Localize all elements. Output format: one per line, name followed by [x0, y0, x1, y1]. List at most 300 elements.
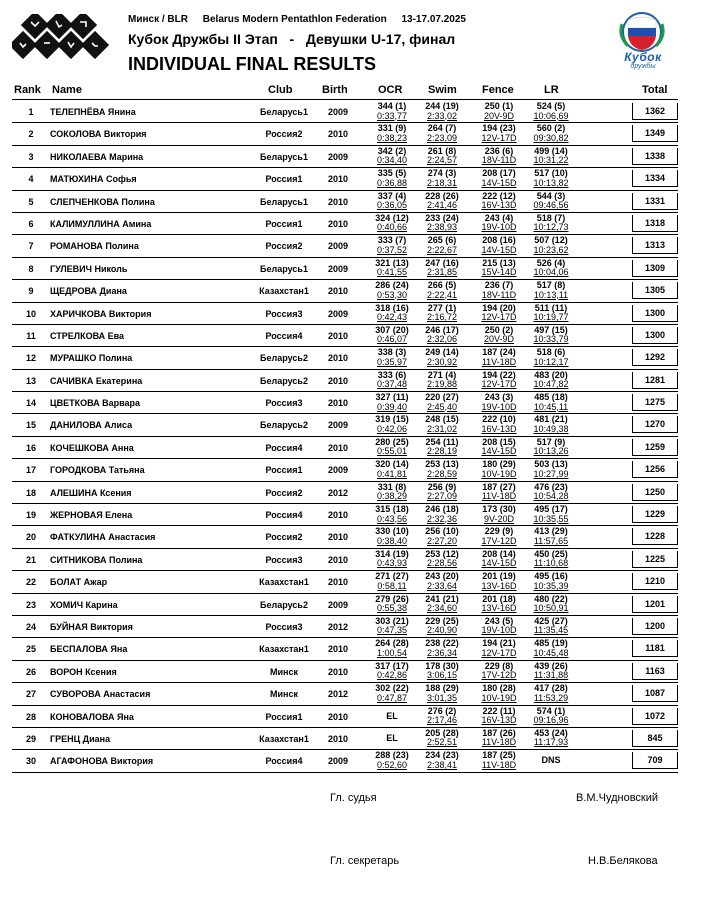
- club-cell: Беларусь2: [260, 599, 308, 610]
- swim-result: 2:28,56: [426, 558, 458, 569]
- total-cell: 845: [632, 730, 678, 747]
- ocr-points: 307 (20): [375, 324, 409, 335]
- rank-cell: 19: [25, 510, 36, 521]
- lr-cell: DNS: [541, 755, 561, 766]
- total-cell: 1229: [632, 506, 678, 523]
- rank-cell: 26: [25, 666, 36, 677]
- ocr-points: 319 (15): [375, 414, 409, 425]
- rank-cell: 23: [25, 599, 36, 610]
- swim-points: 253 (12): [425, 548, 459, 559]
- athlete-name: БОЛАТ Ажар: [50, 577, 108, 588]
- fence-points: 187 (26): [482, 727, 516, 738]
- lr-result: 10:13,26: [533, 446, 569, 457]
- lr-cell: [520, 169, 582, 188]
- fence-result: 14V-15D: [481, 446, 517, 457]
- ocr-points: 333 (7): [377, 235, 407, 246]
- fence-points: 208 (16): [482, 235, 516, 246]
- swim-points: 265 (6): [427, 235, 457, 246]
- ocr-points: 288 (23): [375, 750, 409, 761]
- athlete-name: РОМАНОВА Полина: [50, 241, 139, 252]
- swim-points: 253 (13): [425, 459, 459, 470]
- ocr-result: 0:38,40: [376, 535, 408, 546]
- swim-result: 2:28,19: [426, 446, 458, 457]
- birth-cell: 2009: [327, 756, 349, 767]
- fence-points: 243 (4): [484, 212, 514, 223]
- fence-result: 11V-18D: [481, 491, 517, 502]
- swim-points: 274 (3): [427, 168, 457, 179]
- col-name: Name: [52, 84, 82, 96]
- swim-points: 205 (28): [425, 727, 459, 738]
- swim-cell: [411, 751, 473, 770]
- total-cell: 1201: [632, 596, 678, 613]
- table-row: [12, 325, 678, 347]
- fence-result: 12V-17D: [481, 647, 517, 658]
- birth-cell: 2010: [327, 711, 349, 722]
- pentathlon-logo-icon: [12, 14, 110, 62]
- lr-cell: [520, 102, 582, 121]
- swim-result: 2:19,88: [426, 379, 458, 390]
- rank-cell: 6: [28, 218, 34, 229]
- header-meta: [128, 14, 478, 25]
- header-rule: [12, 99, 678, 100]
- lr-points: 574 (1): [536, 705, 566, 716]
- athlete-name: СИТНИКОВА Полина: [50, 554, 143, 565]
- total-cell: 1349: [632, 125, 678, 142]
- swim-points: 246 (17): [425, 324, 459, 335]
- lr-cell: [520, 348, 582, 367]
- club-cell: Казахстан1: [259, 644, 309, 655]
- rank-cell: 2: [28, 129, 34, 140]
- club-cell: Россия1: [265, 174, 303, 185]
- fence-points: 222 (11): [482, 705, 516, 716]
- total-cell: 1281: [632, 372, 678, 389]
- swim-cell: [411, 393, 473, 412]
- club-cell: Казахстан1: [259, 577, 309, 588]
- lr-cell: [520, 527, 582, 546]
- rank-cell: 30: [25, 756, 36, 767]
- club-cell: Россия3: [265, 308, 303, 319]
- lr-cell: [520, 371, 582, 390]
- swim-cell: [411, 304, 473, 323]
- birth-cell: 2009: [327, 151, 349, 162]
- ocr-points: 315 (18): [375, 504, 409, 515]
- col-ocr: OCR: [378, 84, 403, 96]
- lr-points: 544 (3): [536, 190, 566, 201]
- swim-cell: [411, 192, 473, 211]
- swim-points: 220 (27): [425, 392, 459, 403]
- lr-points: 481 (21): [534, 414, 568, 425]
- swim-result: 2:32,06: [426, 334, 458, 345]
- total-cell: 1331: [632, 193, 678, 210]
- swim-result: 2:31,02: [426, 423, 458, 434]
- swim-points: 228 (26): [425, 190, 459, 201]
- ocr-result: 0:42,86: [376, 670, 408, 681]
- swim-cell: [411, 169, 473, 188]
- total-cell: 1300: [632, 327, 678, 344]
- lr-result: 10:47,82: [533, 379, 569, 390]
- total-cell: 1200: [632, 618, 678, 635]
- table-row: [12, 706, 678, 728]
- total-cell: 1318: [632, 215, 678, 232]
- total-cell: 1305: [632, 282, 678, 299]
- birth-cell: 2009: [327, 308, 349, 319]
- ocr-points: 314 (19): [375, 548, 409, 559]
- fence-points: 229 (8): [484, 660, 514, 671]
- ocr-result: 0:40,66: [376, 222, 408, 233]
- total-cell: 709: [632, 752, 678, 769]
- ocr-result: 0:36,88: [376, 177, 408, 188]
- rank-cell: 24: [25, 621, 36, 632]
- lr-points: 518 (6): [536, 347, 566, 358]
- table-row: [12, 414, 678, 436]
- fence-result: 11V-18D: [481, 737, 517, 748]
- swim-points: 256 (10): [425, 526, 459, 537]
- swim-result: 2:30,92: [426, 356, 458, 367]
- ocr-result: 0:47,87: [376, 692, 408, 703]
- lr-points: 495 (17): [534, 504, 568, 515]
- birth-cell: 2010: [327, 286, 349, 297]
- fence-result: 19V-10D: [481, 222, 517, 233]
- athlete-name: ГОРОДКОВА Татьяна: [50, 465, 145, 476]
- ocr-points: 321 (13): [375, 257, 409, 268]
- club-cell: Минск: [270, 666, 298, 677]
- lr-points: 560 (2): [536, 123, 566, 134]
- rank-cell: 17: [25, 465, 36, 476]
- table-row: [12, 750, 678, 772]
- swim-points: 271 (4): [427, 369, 457, 380]
- ocr-points: 342 (2): [377, 145, 407, 156]
- swim-cell: [411, 572, 473, 591]
- lr-result: 10:23,62: [533, 244, 569, 255]
- lr-result: 10:50,91: [533, 603, 569, 614]
- rank-cell: 9: [28, 286, 34, 297]
- swim-cell: [411, 550, 473, 569]
- table-row: [12, 437, 678, 459]
- swim-points: 261 (8): [427, 145, 457, 156]
- swim-result: 2:33,64: [426, 580, 458, 591]
- athlete-name: ГРЕНЦ Диана: [50, 733, 111, 744]
- fence-result: 18V-11D: [481, 289, 517, 300]
- lr-result: 10:13,11: [533, 289, 569, 300]
- ocr-points: 302 (22): [375, 683, 409, 694]
- club-cell: Россия1: [265, 465, 303, 476]
- club-cell: Беларусь1: [260, 107, 308, 117]
- club-cell: Россия3: [265, 398, 303, 409]
- athlete-name: ДАНИЛОВА Алиса: [50, 420, 133, 431]
- swim-points: 188 (29): [425, 683, 459, 694]
- lr-cell: [520, 304, 582, 323]
- fence-result: 16V-13D: [481, 423, 517, 434]
- ocr-points: 286 (24): [375, 280, 409, 291]
- table-row: [12, 549, 678, 571]
- swim-points: 256 (9): [427, 481, 457, 492]
- rank-cell: 15: [25, 420, 36, 431]
- athlete-name: СУВОРОВА Анастасия: [50, 689, 151, 700]
- lr-points: 495 (16): [534, 571, 568, 582]
- lr-cell: [520, 729, 582, 748]
- header-dates: 13-17.07.2025: [401, 14, 466, 25]
- fence-result: 18V-11D: [481, 155, 517, 166]
- swim-cell: [411, 259, 473, 278]
- fence-points: 215 (13): [482, 257, 516, 268]
- ocr-cell: EL: [386, 732, 398, 743]
- lr-cell: [520, 415, 582, 434]
- swim-result: 2:33,02: [426, 110, 458, 121]
- birth-cell: 2010: [327, 666, 349, 677]
- lr-points: 413 (29): [534, 526, 568, 537]
- secretary-label: Гл. секретарь: [330, 855, 400, 867]
- swim-points: 266 (5): [427, 280, 457, 291]
- total-cell: 1087: [632, 685, 678, 702]
- fence-result: 16V-13D: [481, 715, 517, 726]
- club-cell: Россия2: [265, 487, 303, 498]
- fence-result: 17V-12D: [481, 670, 517, 681]
- fence-result: 10V-19D: [481, 468, 517, 479]
- col-rank: Rank: [14, 84, 41, 96]
- ocr-result: 0:34,40: [376, 155, 408, 166]
- swim-result: 2:38,93: [426, 222, 458, 233]
- swim-cell: [411, 147, 473, 166]
- lr-cell: [520, 595, 582, 614]
- ocr-result: 0:38,29: [376, 491, 408, 502]
- swim-result: 2:24,57: [426, 155, 458, 166]
- birth-cell: 2010: [327, 218, 349, 229]
- ocr-result: 0:37,52: [376, 244, 408, 255]
- total-cell: 1309: [632, 260, 678, 277]
- fence-points: 187 (25): [482, 750, 516, 761]
- rank-cell: 16: [25, 442, 36, 453]
- club-cell: Беларусь1: [260, 263, 308, 274]
- swim-result: 2:32,36: [426, 513, 458, 524]
- swim-cell: [411, 595, 473, 614]
- swim-cell: [411, 505, 473, 524]
- lr-points: 503 (13): [534, 459, 568, 470]
- swim-cell: [411, 460, 473, 479]
- table-row: [12, 213, 678, 235]
- swim-result: 2:16,72: [426, 312, 458, 323]
- lr-points: 450 (25): [534, 548, 568, 559]
- table-row: [12, 526, 678, 548]
- lr-points: 439 (26): [534, 660, 568, 671]
- athlete-name: КОНОВАЛОВА Яна: [50, 711, 134, 722]
- swim-result: 2:22,67: [426, 244, 458, 255]
- fence-result: 14V-15D: [481, 177, 517, 188]
- total-cell: 1338: [632, 148, 678, 165]
- fence-points: 180 (29): [482, 459, 516, 470]
- fence-result: 16V-13D: [481, 200, 517, 211]
- fence-points: 187 (24): [482, 347, 516, 358]
- swim-cell: [411, 326, 473, 345]
- ocr-points: 320 (14): [375, 459, 409, 470]
- lr-result: 10:35,55: [533, 513, 569, 524]
- lr-result: 10:33,79: [533, 334, 569, 345]
- ocr-points: 337 (4): [377, 190, 407, 201]
- total-cell: 1300: [632, 305, 678, 322]
- lr-points: 497 (15): [534, 324, 568, 335]
- ocr-result: 0:46,07: [376, 334, 408, 345]
- ocr-points: 324 (12): [375, 212, 409, 223]
- athlete-name: ХОМИЧ Карина: [50, 599, 118, 610]
- club-cell: Россия2: [265, 129, 303, 140]
- ocr-result: 0:36,05: [376, 200, 408, 211]
- lr-points: 507 (12): [534, 235, 568, 246]
- lr-points: 485 (18): [534, 392, 568, 403]
- ocr-result: 0:47,35: [376, 625, 408, 636]
- birth-cell: 2010: [327, 532, 349, 543]
- lr-cell: [520, 393, 582, 412]
- fence-points: 243 (5): [484, 615, 514, 626]
- lr-result: 11:35,45: [533, 625, 569, 636]
- ocr-points: 271 (27): [375, 571, 409, 582]
- club-cell: Беларусь2: [260, 353, 308, 364]
- table-row: [12, 638, 678, 660]
- lr-cell: [520, 505, 582, 524]
- ocr-result: 0:42,06: [376, 423, 408, 434]
- table-row: [12, 235, 678, 257]
- rank-cell: 18: [25, 487, 36, 498]
- ocr-result: 0:38,23: [376, 132, 408, 143]
- lr-result: 09:16,96: [533, 715, 569, 726]
- fence-points: 194 (22): [482, 369, 516, 380]
- lr-points: 485 (19): [534, 638, 568, 649]
- swim-result: 2:28,59: [426, 468, 458, 479]
- rank-cell: 8: [28, 263, 34, 274]
- fence-result: 10V-19D: [481, 692, 517, 703]
- swim-cell: [411, 662, 473, 681]
- ocr-points: 331 (9): [377, 123, 407, 134]
- col-swim: Swim: [428, 84, 457, 96]
- lr-result: 10:45,11: [533, 401, 569, 412]
- lr-cell: [520, 617, 582, 636]
- athlete-name: БЕСПАЛОВА Яна: [50, 644, 128, 655]
- ocr-points: 338 (3): [377, 347, 407, 358]
- fence-result: 19V-10D: [481, 401, 517, 412]
- athlete-name: АГАФОНОВА Виктория: [50, 756, 154, 767]
- athlete-name: СТРЕЛКОВА Ева: [50, 330, 125, 341]
- fence-result: 13V-16D: [481, 580, 517, 591]
- birth-cell: 2009: [327, 599, 349, 610]
- lr-points: 517 (8): [536, 280, 566, 291]
- table-row: [12, 594, 678, 616]
- swim-points: 254 (11): [425, 436, 459, 447]
- swim-cell: [411, 214, 473, 233]
- header-federation: Belarus Modern Pentathlon Federation: [202, 14, 387, 25]
- ocr-result: 0:41,55: [376, 267, 408, 278]
- fence-result: 14V-15D: [481, 244, 517, 255]
- swim-result: 2:36,34: [426, 647, 458, 658]
- swim-points: 241 (21): [425, 593, 459, 604]
- ocr-points: 317 (17): [375, 660, 409, 671]
- total-cell: 1163: [632, 663, 678, 680]
- total-cell: 1313: [632, 237, 678, 254]
- birth-cell: 2012: [327, 621, 349, 632]
- athlete-name: ЖЕРНОВАЯ Елена: [50, 510, 133, 521]
- swim-cell: [411, 438, 473, 457]
- table-row: [12, 683, 678, 705]
- club-cell: Россия1: [265, 711, 303, 722]
- table-row: [12, 661, 678, 683]
- lr-result: 09:30,82: [533, 132, 569, 143]
- birth-cell: 2010: [327, 577, 349, 588]
- swim-points: 178 (30): [425, 660, 459, 671]
- rank-cell: 10: [25, 308, 36, 319]
- rank-cell: 12: [25, 353, 36, 364]
- table-row: [12, 571, 678, 593]
- col-fence: Fence: [482, 84, 514, 96]
- rank-cell: 29: [25, 733, 36, 744]
- swim-points: 229 (25): [425, 615, 459, 626]
- fence-points: 194 (23): [482, 123, 516, 134]
- table-row: [12, 280, 678, 302]
- lr-cell: [520, 281, 582, 300]
- col-total: Total: [642, 84, 668, 96]
- athlete-name: МАТЮХИНА Софья: [50, 174, 137, 185]
- lr-cell: [520, 639, 582, 658]
- club-cell: Россия2: [265, 241, 303, 252]
- swim-result: 2:27,09: [426, 491, 458, 502]
- swim-result: 2:22,41: [426, 289, 458, 300]
- swim-points: 238 (22): [425, 638, 459, 649]
- athlete-name: МУРАШКО Полина: [50, 353, 133, 364]
- fence-points: 222 (10): [482, 414, 516, 425]
- ocr-result: 0:39,40: [376, 401, 408, 412]
- ocr-points: 318 (16): [375, 302, 409, 313]
- swim-points: 264 (7): [427, 123, 457, 134]
- lr-result: 10:35,39: [533, 580, 569, 591]
- birth-cell: 2010: [327, 174, 349, 185]
- birth-cell: 2010: [327, 442, 349, 453]
- secretary-name: Н.В.Белякова: [588, 855, 658, 867]
- table-row: [12, 616, 678, 638]
- ocr-points: 327 (11): [375, 392, 409, 403]
- table-row: [12, 101, 678, 123]
- lr-points: 499 (14): [534, 145, 568, 156]
- lr-result: 11:53,29: [533, 692, 569, 703]
- fence-result: 13V-16D: [481, 603, 517, 614]
- athlete-name: КАЛИМУЛЛИНА Амина: [50, 218, 152, 229]
- swim-result: 3:06,15: [426, 670, 458, 681]
- swim-cell: [411, 348, 473, 367]
- ocr-points: 335 (5): [377, 168, 407, 179]
- athlete-name: ВОРОН Ксения: [50, 666, 117, 677]
- table-row: [12, 482, 678, 504]
- lr-points: 511 (11): [534, 302, 568, 313]
- lr-cell: [520, 707, 582, 726]
- swim-cell: [411, 415, 473, 434]
- header-location: Минск / BLR: [128, 14, 188, 25]
- swim-result: 2:40,90: [426, 625, 458, 636]
- club-cell: Беларусь2: [260, 420, 308, 431]
- birth-cell: 2009: [327, 241, 349, 252]
- swim-points: 246 (18): [425, 504, 459, 515]
- birth-cell: 2010: [327, 733, 349, 744]
- club-cell: Россия2: [265, 532, 303, 543]
- fence-points: 194 (20): [482, 302, 516, 313]
- birth-cell: 2009: [327, 263, 349, 274]
- ocr-result: 0:41,81: [376, 468, 408, 479]
- fence-points: 222 (12): [482, 190, 516, 201]
- club-cell: Россия4: [265, 330, 303, 341]
- swim-cell: [411, 371, 473, 390]
- col-club: Club: [268, 84, 293, 96]
- rank-cell: 22: [25, 577, 36, 588]
- athlete-name: САЧИВКА Екатерина: [50, 375, 143, 386]
- rank-cell: 21: [25, 554, 36, 565]
- swim-points: 276 (2): [427, 705, 457, 716]
- ocr-result: 0:58,11: [377, 580, 407, 591]
- lr-points: 483 (20): [534, 369, 568, 380]
- lr-cell: [520, 192, 582, 211]
